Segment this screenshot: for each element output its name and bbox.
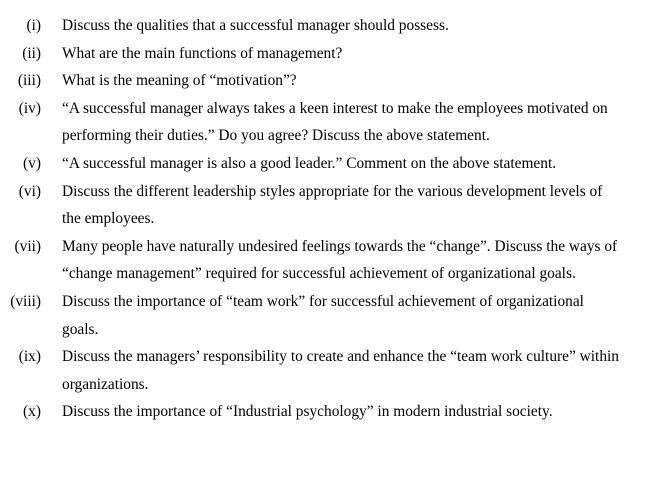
question-item (0, 150, 669, 178)
question-number: (vii) (14, 237, 41, 255)
question-text: Discuss the qualities that a successful manager should possess. (62, 17, 449, 34)
question-text: “A successful manager always takes a keen interest to make the employees motivated on performing their duties.” Do you agree? Discuss the above statement. (62, 99, 608, 145)
question-text: Discuss the managers’ responsibility to create and enhance the “team work culture” within organizations. (62, 348, 620, 393)
question-number: (v) (23, 154, 41, 172)
question-number: (ii) (22, 44, 41, 62)
question-number: (viii) (10, 292, 41, 310)
question-number: (ix) (18, 348, 41, 366)
question-text: Many people have naturally undesired feelings towards the “change”. Discuss the ways of “change management” required for successful achievement of organizational goals. (62, 237, 618, 283)
question-item (0, 398, 669, 426)
question-number: (iii) (17, 72, 41, 90)
question-text: What are the main functions of management? (62, 44, 343, 62)
question-item (0, 233, 669, 288)
question-text: Discuss the different leadership styles appropriate for the various development levels of the employees. (62, 182, 603, 228)
question-text: Discuss the importance of “team work” for successful achievement of organizational goals. (62, 292, 584, 338)
question-text: “A successful manager is also a good leader.” Comment on the above statement. (62, 154, 557, 172)
question-list (0, 12, 669, 426)
question-item (0, 67, 669, 95)
question-item (0, 178, 669, 233)
question-number: (x) (23, 403, 41, 421)
question-item (0, 288, 669, 343)
question-number: (iv) (18, 99, 41, 117)
question-number: (i) (26, 17, 41, 34)
question-item (0, 40, 669, 68)
question-item (0, 12, 669, 40)
question-text: Discuss the importance of “Industrial psychology” in modern industrial society. (62, 403, 553, 421)
question-number: (vi) (18, 182, 41, 200)
question-item (0, 95, 669, 150)
question-item (0, 343, 669, 398)
question-text: What is the meaning of “motivation”? (62, 72, 297, 90)
